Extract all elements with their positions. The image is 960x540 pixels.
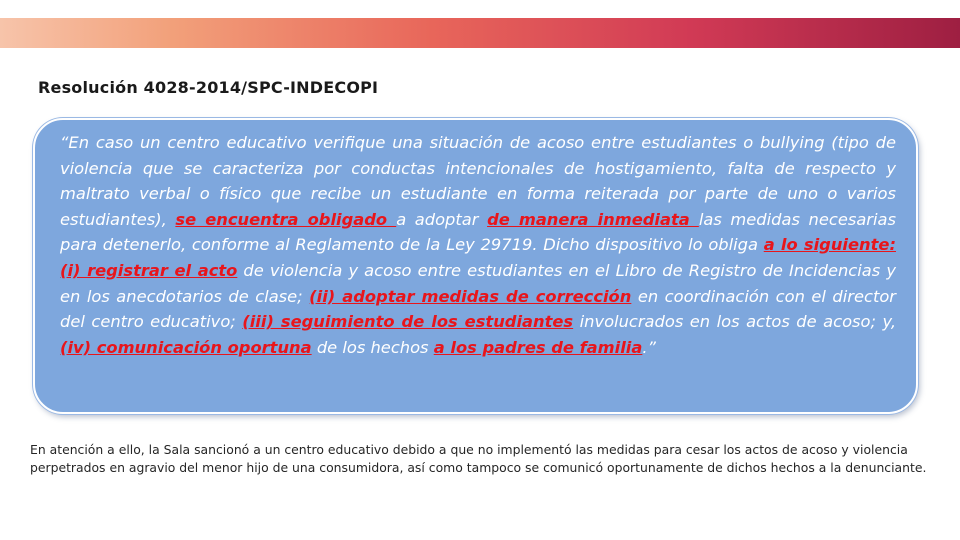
footer-paragraph: En atención a ello, la Sala sancionó a un centro educativo debido a que no implementó las medidas para cesar los actos de acoso y violencia perpetrados en agravio del menor hijo de una consumidora, así como tampoco se comunicó oportunamente de dichos hechos a la denunciante.	[30, 442, 927, 475]
quote-highlight: a lo siguiente: (i) registrar el acto	[60, 235, 896, 280]
quote-box	[33, 118, 918, 414]
quote-highlight: (iii) seguimiento de los estudiantes	[242, 312, 574, 332]
quote-segment: .”	[642, 337, 656, 357]
quote-highlight: se encuentra obligado	[175, 209, 397, 229]
quote-text	[60, 130, 896, 360]
quote-segment: en coordinación con el director del centro educativo;	[60, 286, 896, 332]
quote-segment: a adoptar	[396, 209, 488, 229]
quote-segment: involucrados en los actos de acoso; y,	[573, 312, 897, 332]
slide-title: Resolución 4028-2014/SPC-INDECOPI	[38, 78, 379, 97]
quote-highlight: (iv) comunicación oportuna	[60, 337, 312, 357]
quote-highlight: (ii) adoptar medidas de corrección	[309, 286, 632, 306]
quote-highlight: de manera inmediata	[487, 209, 699, 229]
quote-segment: de los hechos	[311, 337, 434, 357]
quote-segment: de violencia y acoso entre estudiantes en el Libro de Registro de Incidencias y en los anecdotarios de clase;	[60, 260, 896, 306]
quote-segment: “En caso un centro educativo verifique una situación de acoso entre estudiantes o bullying (tipo de violencia que se caracteriza por conductas intencionales de hostigamiento, falta de respecto y maltrato verbal o físico que recibe un estudiante en forma reiterada por parte de uno o varios estudiantes),	[60, 133, 896, 229]
quote-highlight: a los padres de familia	[433, 337, 643, 357]
decorative-gradient-band	[0, 18, 960, 48]
quote-segment: las medidas necesarias para detenerlo, conforme al Reglamento de la Ley 29719. Dicho dispositivo lo obliga	[60, 209, 896, 255]
